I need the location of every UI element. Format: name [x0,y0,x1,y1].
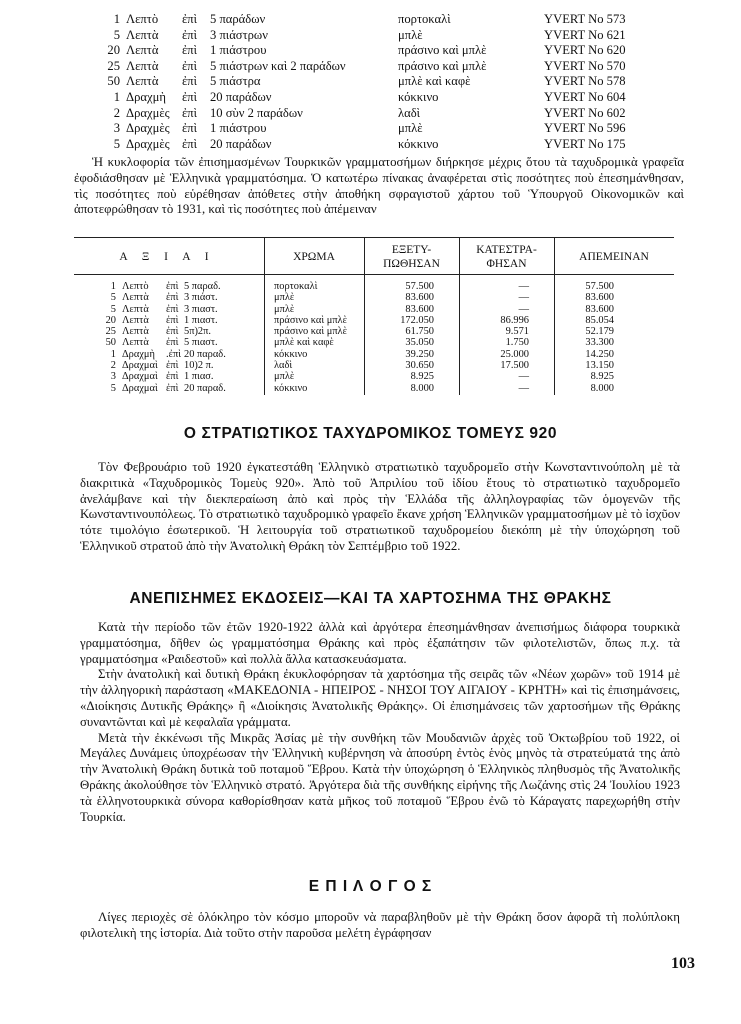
stamp-list-row [74,12,684,28]
stamp-color: μπλὲ [398,121,423,136]
cell-destroyed: — [518,281,529,292]
stamp-epi: ἐπὶ [182,43,198,58]
cell-epi: ἐπὶ [166,292,179,304]
cell-value: 10)2 π. [184,360,214,372]
stamp-unit: Δραχμὲς [126,136,170,151]
cell-amount: 5 [110,303,116,315]
cell-epi: ἐπὶ [166,382,179,394]
cell-unit: Λεπτὰ [122,292,149,304]
stamp-value: 10 σὺν 2 παράδων [210,105,303,120]
unofficial-issues-text-1: Κατὰ τὴν περίοδο τῶν ἐτῶν 1920-1922 ἀλλὰ καὶ ἀργότερα ἐπεσημάνθησαν ἀνεπισήμως διάφορα τουρκικὰ γραμματόσημα, δῆθεν ὡς γραμματόσημα Θράκης καὶ πρὸς ἐξαπάτησιν τῶν φιλοτελιστῶν, ὅπως π.χ. τὰ γραμματόσημα «Ραιδεστοῦ» καὶ πολλὰ ἄλλα κατασκευάσματα. [80,620,680,666]
cell-unit: Λεπτὰ [122,303,149,315]
stamp-color: λαδὶ [398,105,421,120]
cell-issued: 61.750 [405,326,434,338]
cell-amount: 2 [110,360,116,372]
cell-remaining: 33.300 [585,337,614,349]
cell-remaining: 83.600 [585,292,614,304]
cell-destroyed: 1.750 [505,337,529,349]
cell-destroyed: — [518,292,529,304]
stamp-value: 1 πιάστρου [210,121,267,136]
stamp-list-row [74,74,684,90]
table-header [74,237,674,275]
stamp-value: 5 παράδων [210,12,266,26]
stamp-value: 20 παράδων [210,136,272,151]
stamp-epi: ἐπὶ [182,27,198,42]
table-row [74,383,674,394]
stamp-amount: 2 [113,105,120,120]
cell-epi: ἐπὶ [166,281,179,292]
stamp-unit: Δραχμὴ [126,89,166,104]
header-destroyed [459,238,554,276]
stamp-unit: Λεπτὰ [126,58,159,73]
table-row [74,371,674,382]
cell-value: 5 παραδ. [184,281,221,292]
epilogue-text: Λίγες περιοχὲς σὲ ὁλόκληρο τὸν κόσμο μποροῦν νὰ παραβληθοῦν μὲ τὴν Θράκη ὅσον ἀφορᾶ τὴ πολύπλοκη φιλοτελικὴ της ἱστορία. Διὰ τοῦτο στὴν παροῦσα μελέτη ἐγράφησαν [80,910,680,940]
cell-remaining: 57.500 [585,281,614,292]
cell-color: κόκκινο [274,348,308,360]
stamp-list-row [74,59,684,75]
cell-remaining: 13.150 [585,360,614,372]
intro-paragraph [74,155,684,218]
stamp-epi: ἐπὶ [182,12,198,26]
cell-epi: ἐπὶ [166,337,179,349]
cell-issued: 39.250 [405,348,434,360]
cell-amount: 50 [105,337,116,349]
stamp-list-row [74,106,684,122]
stamp-list-row [74,90,684,106]
stamp-list [74,12,684,152]
cell-epi: ἐπὶ [166,314,179,326]
cell-color: κόκκινο [274,382,308,394]
stamp-catalog: YVERT No 596 [544,121,626,136]
cell-value: 1 πιαστ. [184,314,218,326]
cell-epi: ἐπὶ [166,371,179,383]
cell-unit: Λεπτὸ [122,281,149,292]
cell-unit: Λεπτὰ [122,337,149,349]
stamp-unit: Δραχμὲς [126,105,170,120]
cell-remaining: 8.000 [590,382,614,394]
stamp-list-row [74,28,684,44]
cell-remaining: 85.054 [585,314,614,326]
cell-issued: 8.000 [410,382,434,394]
stamp-list-row [74,137,684,153]
cell-unit: Δραχμαὶ [122,382,158,394]
cell-destroyed: 25.000 [500,348,529,360]
cell-issued: 172.050 [400,314,434,326]
header-issued-line2: ΠΩΘΗΣΑΝ [383,258,440,270]
stamp-epi: ἐπὶ [182,58,198,73]
cell-destroyed: 17.500 [500,360,529,372]
stamp-color: μπλὲ καὶ καφὲ [398,74,471,89]
cell-destroyed: — [518,382,529,394]
stamp-color: πράσινο καὶ μπλὲ [398,58,487,73]
stamp-amount: 20 [107,43,120,58]
cell-value: 5 πιαστ. [184,337,218,349]
stamp-unit: Λεπτὰ [126,27,159,42]
cell-epi: ἐπὶ [166,360,179,372]
unofficial-issues-text-2: Στὴν ἀνατολικὴ καὶ δυτικὴ Θράκη ἐκυκλοφόρησαν τὰ χαρτόσημα τῆς σειρᾶς τῶν «Νέων χωρῶν» τοῦ 1914 μὲ τὴν ἀλληγορικὴ παράσταση «ΜΑΚΕΔΟΝΙΑ - ΗΠΕΙΡΟΣ - ΝΗΣΟΙ ΤΟΥ ΑΙΓΑΙΟΥ - ΚΡΗΤΗ» καὶ τὶς ἐπισημάνσεις, «Διοίκησις Δυτικῆς Θράκης» ἢ «Διοίκησις Ἀνατολικῆς Θράκης». Οἱ ἐπισημάνσεις τῶν χαρτοσήμων τῆς Θράκης συναντῶνται καὶ μὲ κεφαλαῖα γράμματα. [80,667,680,729]
cell-value: 20 παραδ. [184,382,226,394]
unofficial-issues-text-3: Μετὰ τὴν ἐκκένωσι τῆς Μικρᾶς Ἀσίας μὲ τὴν συνθήκη τῶν Μουδανιῶν ἀρχὲς τοῦ Ὀκτωβρίου τοῦ 1922, οἱ Μεγάλες Δυνάμεις ὑποχρέωσαν τὴν Ἑλληνικὴ κυβέρνηση νὰ ἀποσύρη ἐντὸς ἑνὸς μηνὸς τὰ στρατεύματά της ἀπὸ τὴν Ἀνατολικὴ Θράκη δυτικὰ τοῦ ποταμοῦ Ἕβρου. Κατὰ τὴν ὑποχώρηση ὁ Ἑλληνικὸς πληθυσμὸς τῆς Ἀνατολικῆς Θράκης ἀκολούθησε τὸν Ἑλληνικὸ στρατό. Ἀργότερα διὰ τῆς συνθήκης εἰρήνης τῆς Λωζάνης στὶς 24 Ἰουλίου 1923 τὰ ἑλληνοτουρκικὰ σύνορα καθορίσθησαν κατὰ μῆκος τοῦ ποταμοῦ Ἕβρου ἐνῶ τὸ Κάραγατς παρεχωρήθη στὴν Τουρκία. [80,730,680,824]
stamp-catalog: YVERT No 573 [544,12,626,26]
quantities-table [74,237,674,394]
stamp-amount: 3 [113,121,120,136]
header-issued [364,238,459,276]
cell-color: πράσινο καὶ μπλὲ [274,314,347,326]
cell-color: μπλὲ [274,371,295,383]
cell-destroyed: 9.571 [505,326,529,338]
table-body [74,275,674,394]
header-color: ΧΡΩΜΑ [293,251,335,263]
cell-unit: Δραχμαὶ [122,371,158,383]
table-row [74,281,674,292]
cell-color: μπλὲ καὶ καφὲ [274,337,334,349]
stamp-amount: 1 [113,89,120,104]
cell-color: μπλὲ [274,303,295,315]
stamp-color: κόκκινο [398,89,439,104]
stamp-catalog: YVERT No 175 [544,136,626,151]
cell-amount: 1 [110,348,116,360]
intro-text: Ἡ κυκλοφορία τῶν ἐπισημασμένων Τουρκικῶν γραμματοσήμων διήρκησε μέχρις ὅτου τὰ ταχυδρομικὰ γραφεῖα ἐφοδιάσθησαν μὲ Ἑλληνικὰ γραμματόσημα. Ὁ κατωτέρω πίνακας ἀναφέρεται στὶς ποσότητες ποὺ ἐπεσημάνθησαν, τὶς ποσότητες ποὺ εὑρέθησαν ἀπόθετες στὴν ἀποθήκη σφραγιστοῦ χάρτου τοῦ Ὑπουργοῦ Οἰκονομικῶν καὶ ἀποτεφρώθησαν τὸ 1931, καὶ τὶς ποσότητες ποὺ ἀπέμειναν [74,155,684,217]
cell-amount: 3 [110,371,116,383]
table-row [74,292,674,303]
stamp-catalog: YVERT No 578 [544,74,626,89]
cell-amount: 5 [110,292,116,304]
stamp-catalog: YVERT No 602 [544,105,626,120]
stamp-amount: 5 [113,136,120,151]
header-destroyed-line2: ΦΗΣΑΝ [486,258,527,270]
stamp-epi: ἐπὶ [182,121,198,136]
stamp-epi: ἐπὶ [182,136,198,151]
cell-unit: Δραχμὴ [122,348,155,360]
stamp-amount: 5 [113,27,120,42]
cell-destroyed: — [518,371,529,383]
cell-issued: 83.600 [405,292,434,304]
table-row [74,349,674,360]
table-row [74,326,674,337]
stamp-color: πορτοκαλὶ [398,12,451,26]
stamp-epi: ἐπὶ [182,105,198,120]
cell-epi: ἐπὶ [166,303,179,315]
cell-amount: 5 [110,382,116,394]
stamp-amount: 50 [107,74,120,89]
cell-value: 20 παραδ. [184,348,226,360]
header-destroyed-line1: ΚΑΤΕΣΤΡΑ- [476,244,537,256]
header-values: Α Ξ Ι Α Ι [119,251,215,263]
cell-unit: Λεπτὰ [122,314,149,326]
cell-epi: .ἐπὶ [166,348,182,360]
epilogue-paragraph [80,910,680,942]
table-row [74,360,674,371]
table-row [74,315,674,326]
cell-issued: 30.650 [405,360,434,372]
stamp-value: 5 πιάστρα [210,74,261,89]
stamp-list-row [74,43,684,59]
cell-value: 1 πιασ. [184,371,214,383]
cell-value: 3 πιάστ. [184,292,218,304]
stamp-value: 1 πιάστρου [210,43,267,58]
military-post-paragraph [80,460,680,555]
section-heading-military-post: Ο ΣΤΡΑΤΙΩΤΙΚΟΣ ΤΑΧΥΔΡΟΜΙΚΟΣ ΤΟΜΕΥΣ 920 [183,425,558,442]
stamp-value: 20 παράδων [210,89,272,104]
cell-epi: ἐπὶ [166,326,179,338]
cell-issued: 57.500 [405,281,434,292]
table-row [74,304,674,315]
section-heading-epilogue: Ε Π Ι Λ Ο Γ Ο Σ [308,878,433,895]
cell-amount: 20 [105,314,116,326]
military-post-text: Τὸν Φεβρουάριο τοῦ 1920 ἐγκατεστάθη Ἑλληνικὸ στρατιωτικὸ ταχυδρομεῖο στὴν Κωνσταντινούπολη μὲ τὰ διακριτικὰ «Ταχυδρομικὸς Τομεὺς 920». Ἀπὸ τοῦ Ἀπριλίου τοῦ ἰδίου ἔτους τὸ στρατιωτικὸ ταχυδρομεῖο ἀνελάμβανε καὶ τὴν διεκπεραίωση ἀπὸ καὶ πρὸς τὴν Ἑλλάδα τῆς ἀλληλογραφίας τῶν ὁμογενῶν τῆς Κωνσταντινουπόλεως. Τὸ στρατιωτικὸ ταχυδρομικὸ γραφεῖο ἔκανε χρήση Ἑλληνικῶν γραμματοσήμων μὲ τὸ ἰσχῦον τότε τιμολόγιο ἐσωτερικοῦ. Ἡ λειτουργία τοῦ στρατιωτικοῦ ταχυδρομείου διεκόπη μὲ τὴν ὑποχώρηση τοῦ Ἑλληνικοῦ στρατοῦ ἀπὸ τὴν Ἀνατολικὴ Θράκη τὸν Σεπτέμβριο τοῦ 1922. [80,460,680,553]
table-row [74,337,674,348]
stamp-list-row [74,121,684,137]
cell-destroyed: 86.996 [500,314,529,326]
stamp-catalog: YVERT No 621 [544,27,626,42]
stamp-epi: ἐπὶ [182,89,198,104]
stamp-value: 5 πιάστρων καὶ 2 παράδων [210,58,346,73]
header-issued-line1: ΕΞΕΤΥ- [391,244,432,256]
cell-issued: 8.925 [410,371,434,383]
stamp-unit: Δραχμὲς [126,121,170,136]
cell-unit: Λεπτὰ [122,326,149,338]
cell-color: μπλὲ [274,292,295,304]
stamp-color: κόκκινο [398,136,439,151]
stamp-unit: Λεπτὰ [126,43,159,58]
unofficial-issues-paragraphs [80,620,680,825]
cell-value: 5π)2π. [184,326,211,338]
cell-unit: Δραχμαὶ [122,360,158,372]
cell-color: λαδὶ [274,360,293,372]
cell-color: πράσινο καὶ μπλὲ [274,326,347,338]
cell-issued: 35.050 [405,337,434,349]
cell-destroyed: — [518,303,529,315]
stamp-color: πράσινο καὶ μπλὲ [398,43,487,58]
header-remaining: ΑΠΕΜΕΙΝΑΝ [579,251,649,263]
cell-remaining: 52.179 [585,326,614,338]
stamp-unit: Λεπτὸ [126,12,159,26]
cell-remaining: 83.600 [585,303,614,315]
stamp-catalog: YVERT No 620 [544,43,626,58]
cell-color: πορτοκαλὶ [274,281,318,292]
cell-amount: 25 [105,326,116,338]
stamp-epi: ἐπὶ [182,74,198,89]
cell-remaining: 14.250 [585,348,614,360]
stamp-catalog: YVERT No 604 [544,89,626,104]
stamp-color: μπλὲ [398,27,423,42]
cell-amount: 1 [110,281,116,292]
stamp-amount: 1 [113,12,120,26]
cell-value: 3 πιαστ. [184,303,218,315]
cell-issued: 83.600 [405,303,434,315]
stamp-unit: Λεπτὰ [126,74,159,89]
page-number: 103 [671,955,695,972]
cell-remaining: 8.925 [590,371,614,383]
section-heading-unofficial-issues: ΑΝΕΠΙΣΗΜΕΣ ΕΚΔΟΣΕΙΣ—ΚΑΙ ΤΑ ΧΑΡΤΟΣΗΜΑ ΤΗΣ ΘΡΑΚΗΣ [129,590,612,607]
stamp-value: 3 πιάστρων [210,27,268,42]
stamp-catalog: YVERT No 570 [544,58,626,73]
stamp-amount: 25 [107,58,120,73]
